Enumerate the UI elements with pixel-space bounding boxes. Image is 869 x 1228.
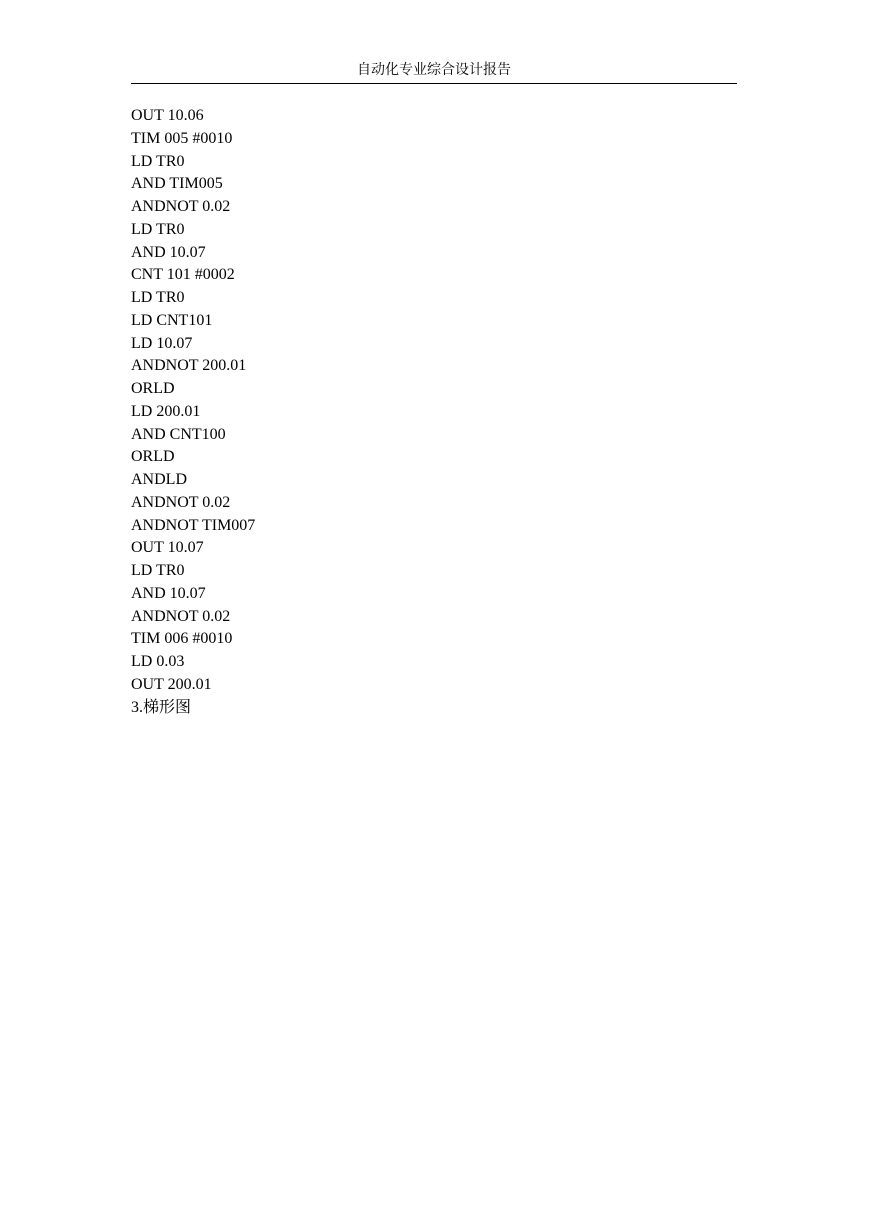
instruction-line: ANDLD xyxy=(131,471,187,488)
page-header-title: 自动化专业综合设计报告 xyxy=(357,63,511,78)
instruction-list xyxy=(131,105,255,697)
instruction-line: TIM 006 #0010 xyxy=(131,630,233,648)
instruction-line: LD 10.07 xyxy=(131,334,193,352)
instruction-line: LD TR0 xyxy=(131,289,185,306)
instruction-line: LD TR0 xyxy=(131,152,185,170)
instruction-line: ANDNOT 200.01 xyxy=(131,357,247,375)
instruction-line: AND CNT100 xyxy=(131,425,226,443)
instruction-line: OUT 10.07 xyxy=(131,539,204,557)
instruction-line: LD 0.03 xyxy=(131,653,185,670)
instruction-line: CNT 101 #0002 xyxy=(131,266,235,284)
instruction-line: ORLD xyxy=(131,448,175,466)
instruction-line: LD TR0 xyxy=(131,562,185,579)
instruction-line: ORLD xyxy=(131,380,175,397)
instruction-line: OUT 200.01 xyxy=(131,675,212,693)
instruction-line: OUT 10.06 xyxy=(131,107,204,124)
instruction-line: LD 200.01 xyxy=(131,402,201,420)
section-heading-ladder-diagram: 3.梯形图 xyxy=(131,699,192,716)
instruction-line: ANDNOT 0.02 xyxy=(131,607,231,625)
instruction-line: AND TIM005 xyxy=(131,175,223,193)
instruction-line: ANDNOT 0.02 xyxy=(131,493,231,511)
instruction-line: AND 10.07 xyxy=(131,584,206,602)
instruction-line: LD CNT101 xyxy=(131,311,213,329)
page-header xyxy=(131,60,737,84)
instruction-line: ANDNOT TIM007 xyxy=(131,516,256,534)
instruction-line: LD TR0 xyxy=(131,220,185,238)
instruction-line: TIM 005 #0010 xyxy=(131,129,233,147)
instruction-line: AND 10.07 xyxy=(131,243,206,261)
instruction-line: ANDNOT 0.02 xyxy=(131,198,231,215)
